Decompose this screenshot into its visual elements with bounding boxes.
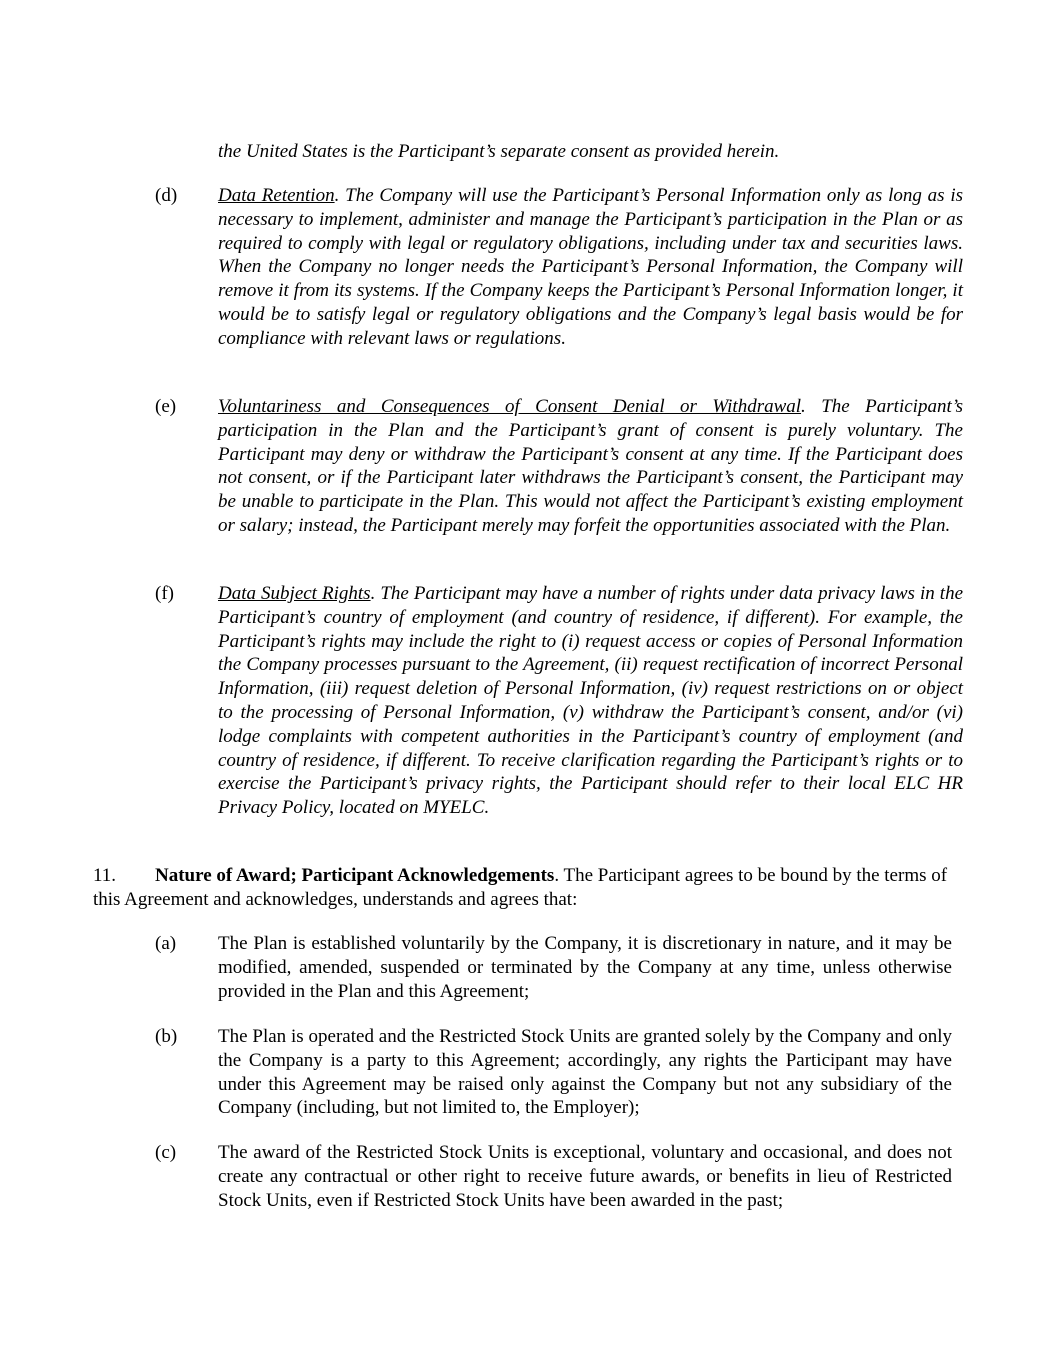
item-d-data-retention [218,184,963,351]
section-intro: . The Participant agrees to be bound by the terms of this Agreement and acknowledges, understands and agrees that: [93,865,948,910]
continuation-text: the United States is the Participant’s separate consent as provided herein. [218,141,780,162]
section-number: 11. [93,865,117,886]
item-b-text: The Plan is operated and the Restricted Stock Units are granted solely by the Company and only the Company is a party to this Agreement; accordingly, any rights the Participant may have under this Agreement may be raised only against the Company but not any subsidiary of the Company (including, but not limited to, the Employer); [218,1026,952,1119]
item-c-text: The award of the Restricted Stock Units is exceptional, voluntary and occasional, and does not create any contractual or other right to receive future awards, or benefits in lieu of Restricted Stock Units, even if Restricted Stock Units have been awarded in the past; [218,1142,952,1211]
item-label-d: (d) [155,185,178,206]
section-heading: Nature of Award; Participant Acknowledgements [155,865,555,886]
item-e-voluntariness [218,395,963,538]
section-11 [93,864,953,912]
item-e-text: . The Participant’s participation in the Plan and the Participant’s grant of consent is purely voluntary. The Participant may deny or withdraw the Participant’s consent at any time. If the Participant does not consent, or if the Participant later withdraws the Participant’s consent, the Participant may be unable to participate in the Plan. This would not affect the Participant’s existing employment or salary; instead, the Participant merely may forfeit the opportunities associated with the Plan. [218,396,963,536]
item-f-title: Data Subject Rights [218,583,371,604]
item-e-title: Voluntariness and Consequences of Consent Denial or Withdrawal [218,396,802,417]
item-label-e: (e) [155,396,177,417]
item-f-data-subject-rights [218,582,963,820]
item-a-text: The Plan is established voluntarily by the Company, it is discretionary in nature, and it may be modified, amended, suspended or terminated by the Company at any time, unless otherwise provided in the Plan and this Agreement; [218,933,952,1002]
item-d-title: Data Retention [218,185,335,206]
item-f-text: . The Participant may have a number of rights under data privacy laws in the Participant’s country of employment (and country of residence, if different). For example, the Participant’s rights may include the right to (i) request access or copies of Personal Information the Company processes pursuant to the Agreement, (ii) request rectification of incorrect Personal Information, (iii) request deletion of Personal Information, (iv) request restrictions on or object to the processing of Personal Information, (v) withdraw the Participant’s consent, and/or (vi) lodge complaints with competent authorities in the Participant’s country of employment (and country of residence, if different. To receive clarification regarding the Participant’s rights or to exercise the Participant’s privacy rights, the Participant should refer to their local ELC HR Privacy Policy, located on MYELC. [218,583,964,819]
item-label-b: (b) [155,1026,178,1047]
item-label-f: (f) [155,583,174,604]
item-label-c: (c) [155,1142,177,1163]
item-label-a: (a) [155,933,177,954]
item-d-text: . The Company will use the Participant’s Personal Information only as long as is necessary to implement, administer and manage the Participant’s participation in the Plan or as required to comply with legal or regulatory obligations, including under tax and securities laws. When the Company no longer needs the Participant’s Personal Information, the Company will remove it from its systems. If the Company keeps the Participant’s Personal Information longer, it would be to satisfy legal or regulatory obligations and the Company’s legal basis would be for compliance with relevant laws or regulations. [218,185,963,349]
